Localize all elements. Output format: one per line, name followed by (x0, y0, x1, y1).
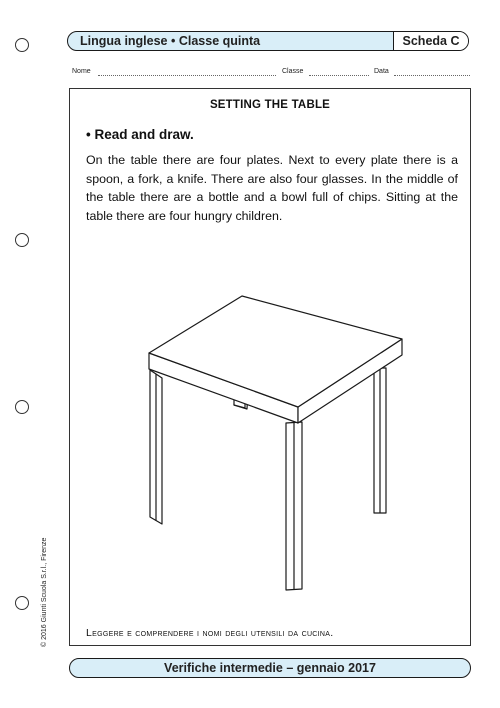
student-fields (70, 68, 472, 80)
binder-hole-upper-middle (15, 233, 29, 247)
header-subject: Lingua inglese • Classe quinta (80, 34, 261, 48)
class-field[interactable] (309, 68, 369, 76)
copyright-notice: © 2016 Giunti Scuola S.r.l., Firenze (41, 537, 48, 647)
binder-hole-bottom (15, 596, 29, 610)
footer-bar: Verifiche intermedie – gennaio 2017 (69, 658, 471, 678)
class-label: Classe (282, 68, 304, 75)
exercise-text: On the table there are four plates. Next to every plate there is a spoon, a fork, a knife. There are also four glasses. In the middle of the table there are a bottle and a bowl full of chips. Sitting at the table there are four hungry children. (86, 153, 458, 223)
binder-hole-top (15, 38, 29, 52)
sheet-label: Scheda C (393, 32, 468, 50)
date-label: Data (374, 68, 389, 75)
exercise-title: SETTING THE TABLE (209, 99, 331, 111)
name-label: Nome (72, 68, 91, 75)
date-field[interactable] (394, 68, 470, 76)
binder-hole-lower-middle (15, 400, 29, 414)
exercise-box (69, 88, 471, 646)
table-illustration (120, 284, 420, 614)
exercise-footnote: Leggere e comprendere i nomi degli utensili da cucina. (86, 627, 334, 639)
exercise-instruction: • Read and draw. (86, 127, 194, 142)
header-bar (67, 31, 469, 51)
name-field[interactable] (98, 68, 276, 76)
